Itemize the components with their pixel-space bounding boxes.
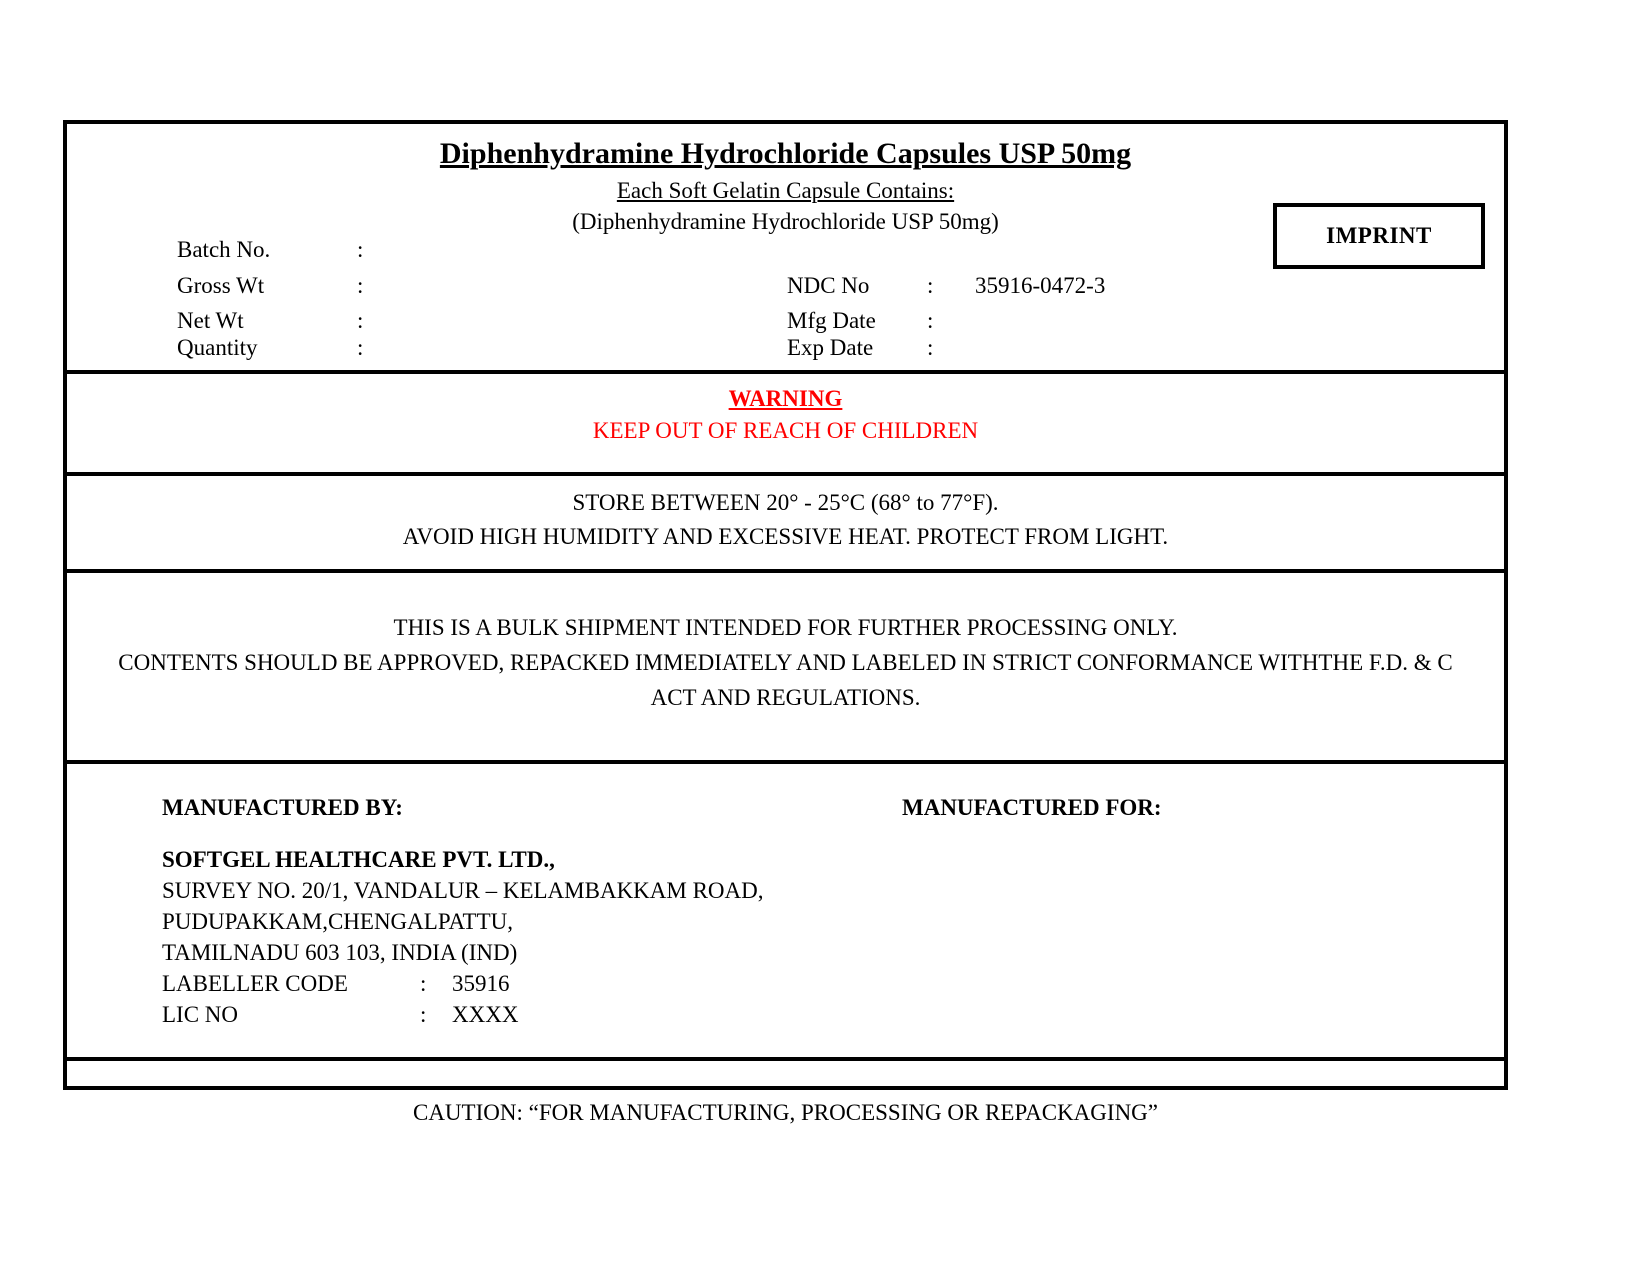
warning-section (67, 386, 1504, 476)
storage-section (67, 490, 1504, 573)
lic-no-value: XXXX (452, 1002, 519, 1027)
manufactured-by-heading: MANUFACTURED BY: (162, 795, 403, 820)
labeller-code-colon: : (420, 971, 427, 996)
bulk-shipment-line-1: THIS IS A BULK SHIPMENT INTENDED FOR FURTHER PROCESSING ONLY. (393, 615, 1178, 640)
manufacturer-company-name: SOFTGEL HEALTHCARE PVT. LTD., (162, 847, 555, 872)
bulk-shipment-line-2: CONTENTS SHOULD BE APPROVED, REPACKED IMMEDIATELY AND LABELED IN STRICT CONFORMANCE WITHTHE F.D. & C (118, 650, 1453, 675)
lic-no-colon: : (420, 1002, 427, 1027)
warning-heading: WARNING (728, 386, 843, 411)
field-label: Gross Wt (177, 273, 265, 298)
field-label: Exp Date (787, 335, 874, 360)
manufacturer-address-line-1: SURVEY NO. 20/1, VANDALUR – KELAMBAKKAM ROAD, (162, 878, 764, 903)
labeller-code-row (162, 968, 764, 999)
lic-no-row (162, 999, 764, 1030)
storage-temperature-text: STORE BETWEEN 20° - 25°C (68° to 77°F). (572, 490, 999, 515)
field-grid (67, 237, 1504, 372)
labeller-code-value: 35916 (452, 971, 510, 996)
field-colon: : (357, 237, 364, 262)
field-label: Batch No. (177, 237, 271, 262)
field-value: 35916-0472-3 (975, 273, 1106, 298)
manufactured-for-heading: MANUFACTURED FOR: (902, 795, 1162, 820)
bulk-shipment-line-3: ACT AND REGULATIONS. (650, 685, 921, 710)
manufacturer-address-block (162, 844, 764, 1030)
field-colon: : (927, 308, 934, 333)
drug-label (63, 120, 1508, 1125)
subtitle (67, 178, 1504, 204)
field-colon: : (927, 335, 934, 360)
subtitle-text: Each Soft Gelatin Capsule Contains: (616, 178, 955, 203)
storage-conditions-text: AVOID HIGH HUMIDITY AND EXCESSIVE HEAT. PROTECT FROM LIGHT. (402, 524, 1169, 549)
manufacturer-section (67, 764, 1504, 1061)
field-colon: : (357, 273, 364, 298)
composition-text: (Diphenhydramine Hydrochloride USP 50mg) (572, 209, 999, 234)
bulk-shipment-section (67, 615, 1504, 764)
field-label: NDC No (787, 273, 870, 298)
field-label: Quantity (177, 335, 258, 360)
warning-text: KEEP OUT OF REACH OF CHILDREN (592, 418, 979, 443)
header-section (67, 137, 1504, 374)
caution-section (67, 1100, 1504, 1200)
field-label: Mfg Date (787, 308, 876, 333)
field-colon: : (357, 335, 364, 360)
field-colon: : (357, 308, 364, 333)
labeller-code-label: LABELLER CODE (162, 971, 348, 996)
lic-no-label: LIC NO (162, 1002, 239, 1027)
page-title-text: Diphenhydramine Hydrochloride Capsules USP 50mg (439, 137, 1132, 170)
field-colon: : (927, 273, 934, 298)
manufacturer-address-line-3: TAMILNADU 603 103, INDIA (IND) (162, 940, 518, 965)
field-label: Net Wt (177, 308, 244, 333)
page-title (67, 137, 1504, 171)
manufacturer-address-line-2: PUDUPAKKAM,CHENGALPATTU, (162, 909, 514, 934)
imprint-label: IMPRINT (1326, 223, 1432, 248)
caution-text: CAUTION: “FOR MANUFACTURING, PROCESSING OR REPACKAGING” (412, 1100, 1158, 1125)
